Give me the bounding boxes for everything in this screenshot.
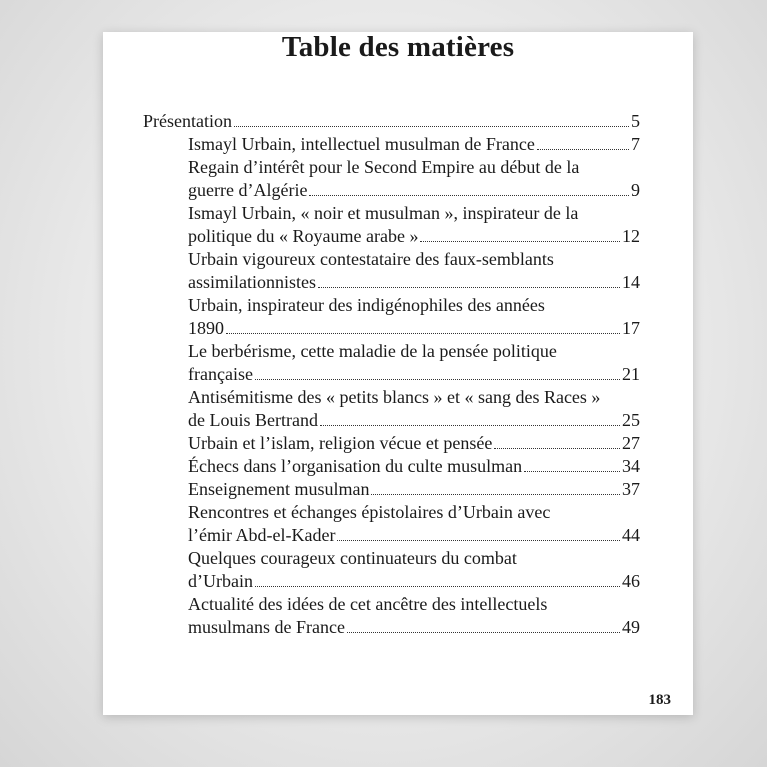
toc-entry — [143, 340, 640, 386]
dot-leader — [494, 448, 620, 449]
toc-entry-presentation — [143, 110, 640, 133]
toc-entry — [143, 593, 640, 639]
toc-entry-title: Regain d’intérêt pour le Second Empire au début de la — [188, 157, 580, 177]
toc-entry-title: Ismayl Urbain, intellectuel musulman de France — [188, 134, 535, 154]
toc-entry — [143, 432, 640, 455]
toc-page-number: 21 — [622, 364, 640, 384]
dot-leader — [371, 494, 620, 495]
toc-page-number: 17 — [622, 318, 640, 338]
toc-entry-title: Ismayl Urbain, « noir et musulman », inspirateur de la — [188, 203, 579, 223]
toc-entry-title: Urbain vigoureux contestataire des faux-semblants — [188, 249, 554, 269]
dot-leader — [347, 632, 620, 633]
toc-page-number: 7 — [631, 134, 640, 154]
toc-entry — [143, 478, 640, 501]
toc-entry-title: Actualité des idées de cet ancêtre des intellectuels — [188, 594, 548, 614]
toc-entry-title: Antisémitisme des « petits blancs » et « sang des Races » — [188, 387, 601, 407]
toc-page-number: 25 — [622, 410, 640, 430]
book-page — [103, 32, 693, 715]
dot-leader — [320, 425, 620, 426]
toc-entry — [143, 547, 640, 593]
toc-entry — [143, 501, 640, 547]
toc-entry-title: Urbain, inspirateur des indigénophiles des années — [188, 295, 545, 315]
toc-page-number: 46 — [622, 571, 640, 591]
toc-entry — [143, 133, 640, 156]
page-title: Table des matières — [281, 31, 515, 63]
dot-leader — [255, 586, 620, 587]
dot-leader — [537, 149, 629, 150]
toc-page-number: 44 — [622, 525, 640, 545]
toc-entry-title-continued: de Louis Bertrand — [188, 410, 318, 430]
toc-entry — [143, 202, 640, 248]
toc-entry-title-continued: l’émir Abd-el-Kader — [188, 525, 336, 545]
dot-leader — [318, 287, 620, 288]
toc-entry-title-continued: guerre d’Algérie — [188, 180, 308, 200]
toc-entry-title: Urbain et l’islam, religion vécue et pensée — [188, 433, 493, 453]
toc-entry-title: Le berbérisme, cette maladie de la pensée politique — [188, 341, 557, 361]
dot-leader — [309, 195, 629, 196]
toc-page-number: 5 — [631, 111, 640, 131]
toc-entry-title-continued: politique du « Royaume arabe » — [188, 226, 419, 246]
page-number: 183 — [648, 692, 671, 708]
dot-leader — [337, 540, 620, 541]
toc-entry — [143, 156, 640, 202]
toc-page-number: 34 — [622, 456, 640, 476]
dot-leader — [255, 379, 620, 380]
toc-entry-title: Quelques courageux continuateurs du combat — [188, 548, 517, 568]
toc-page-number: 9 — [631, 180, 640, 200]
dot-leader — [524, 471, 620, 472]
table-of-contents — [143, 110, 640, 639]
toc-entry-title: Échecs dans l’organisation du culte musulman — [188, 456, 523, 476]
toc-page-number: 37 — [622, 479, 640, 499]
toc-entry-title: Présentation — [143, 111, 232, 131]
toc-page-number: 27 — [622, 433, 640, 453]
toc-entry-title: Rencontres et échanges épistolaires d’Urbain avec — [188, 502, 551, 522]
toc-entry-title-continued: assimilationnistes — [188, 272, 316, 292]
toc-page-number: 49 — [622, 617, 640, 637]
toc-entry-title: Enseignement musulman — [188, 479, 370, 499]
toc-entry-title-continued: musulmans de France — [188, 617, 345, 637]
toc-entry-title-continued: d’Urbain — [188, 571, 253, 591]
dot-leader — [226, 333, 620, 334]
toc-page-number: 14 — [622, 272, 640, 292]
toc-entry — [143, 386, 640, 432]
dot-leader — [234, 126, 629, 127]
toc-entry — [143, 248, 640, 294]
toc-entry — [143, 294, 640, 340]
toc-entry-title-continued: 1890 — [188, 318, 224, 338]
toc-entry-title-continued: française — [188, 364, 253, 384]
dot-leader — [420, 241, 620, 242]
toc-entry — [143, 455, 640, 478]
toc-page-number: 12 — [622, 226, 640, 246]
